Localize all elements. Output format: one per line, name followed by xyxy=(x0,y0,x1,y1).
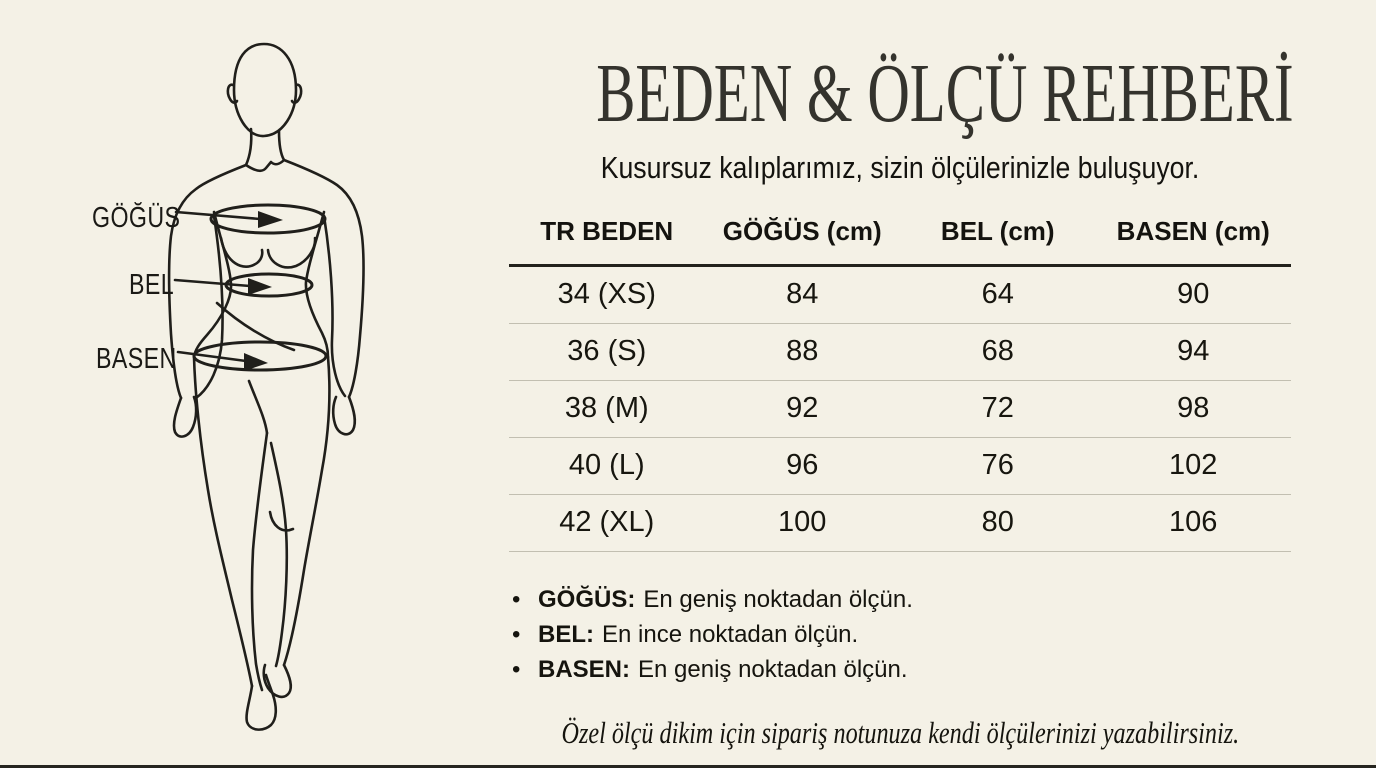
col-header-tr-beden: TR BEDEN xyxy=(509,210,705,266)
hip-leader-line xyxy=(178,352,246,361)
figure-panel xyxy=(0,0,460,768)
note-label: GÖĞÜS: xyxy=(538,585,636,613)
col-header-basen: BASEN (cm) xyxy=(1096,210,1292,266)
size-cell: 88 xyxy=(705,323,901,380)
size-cell: 34 (XS) xyxy=(509,265,705,323)
size-chart-table xyxy=(509,210,1291,552)
note-text: En ince noktadan ölçün. xyxy=(602,620,859,648)
size-row-40-l xyxy=(509,437,1291,494)
note-hip xyxy=(512,652,1334,687)
size-cell: 40 (L) xyxy=(509,437,705,494)
size-row-34-xs xyxy=(509,265,1291,323)
note-waist xyxy=(512,617,1334,652)
custom-size-note: Özel ölçü dikim için sipariş notunuza kendi ölçülerinizi yazabilirsiniz. xyxy=(561,714,1240,750)
bullet-icon: • xyxy=(512,655,521,683)
bullet-icon: • xyxy=(512,620,521,648)
hip-arrow-icon xyxy=(244,353,268,371)
note-text: En geniş noktadan ölçün. xyxy=(638,655,908,683)
size-cell: 76 xyxy=(900,437,1096,494)
size-cell: 98 xyxy=(1096,380,1292,437)
figure-label-chest: GÖĞÜS xyxy=(92,202,181,234)
bullet-icon: • xyxy=(512,585,521,613)
page-title: BEDEN & ÖLÇÜ REHBERİ xyxy=(596,47,1294,140)
size-cell: 80 xyxy=(900,494,1096,551)
size-cell: 90 xyxy=(1096,265,1292,323)
note-chest xyxy=(512,582,1334,617)
figure-label-hip: BASEN xyxy=(96,343,177,375)
size-row-42-xl xyxy=(509,494,1291,551)
size-table-header-row xyxy=(509,210,1291,266)
size-cell: 96 xyxy=(705,437,901,494)
size-cell: 100 xyxy=(705,494,901,551)
size-cell: 106 xyxy=(1096,494,1292,551)
size-cell: 38 (M) xyxy=(509,380,705,437)
size-cell: 72 xyxy=(900,380,1096,437)
waist-leader-line xyxy=(175,280,250,286)
measurement-notes-list xyxy=(512,582,1334,687)
page-subtitle: Kusursuz kalıplarımız, sizin ölçülerinizle buluşuyor. xyxy=(600,150,1200,185)
size-cell: 92 xyxy=(705,380,901,437)
col-header-bel: BEL (cm) xyxy=(900,210,1096,266)
croquis-figure-illustration xyxy=(0,0,460,768)
size-cell: 102 xyxy=(1096,437,1292,494)
size-cell: 94 xyxy=(1096,323,1292,380)
size-row-36-s xyxy=(509,323,1291,380)
chest-arrow-icon xyxy=(258,211,283,228)
note-text: En geniş noktadan ölçün. xyxy=(643,585,913,613)
guide-content xyxy=(466,0,1334,768)
size-cell: 36 (S) xyxy=(509,323,705,380)
size-row-38-m xyxy=(509,380,1291,437)
size-cell: 42 (XL) xyxy=(509,494,705,551)
size-cell: 84 xyxy=(705,265,901,323)
col-header-gogus: GÖĞÜS (cm) xyxy=(705,210,901,266)
size-cell: 68 xyxy=(900,323,1096,380)
note-label: BASEN: xyxy=(538,655,631,683)
waist-arrow-icon xyxy=(248,278,272,295)
note-label: BEL: xyxy=(538,620,594,648)
size-cell: 64 xyxy=(900,265,1096,323)
figure-label-waist: BEL xyxy=(129,269,175,301)
